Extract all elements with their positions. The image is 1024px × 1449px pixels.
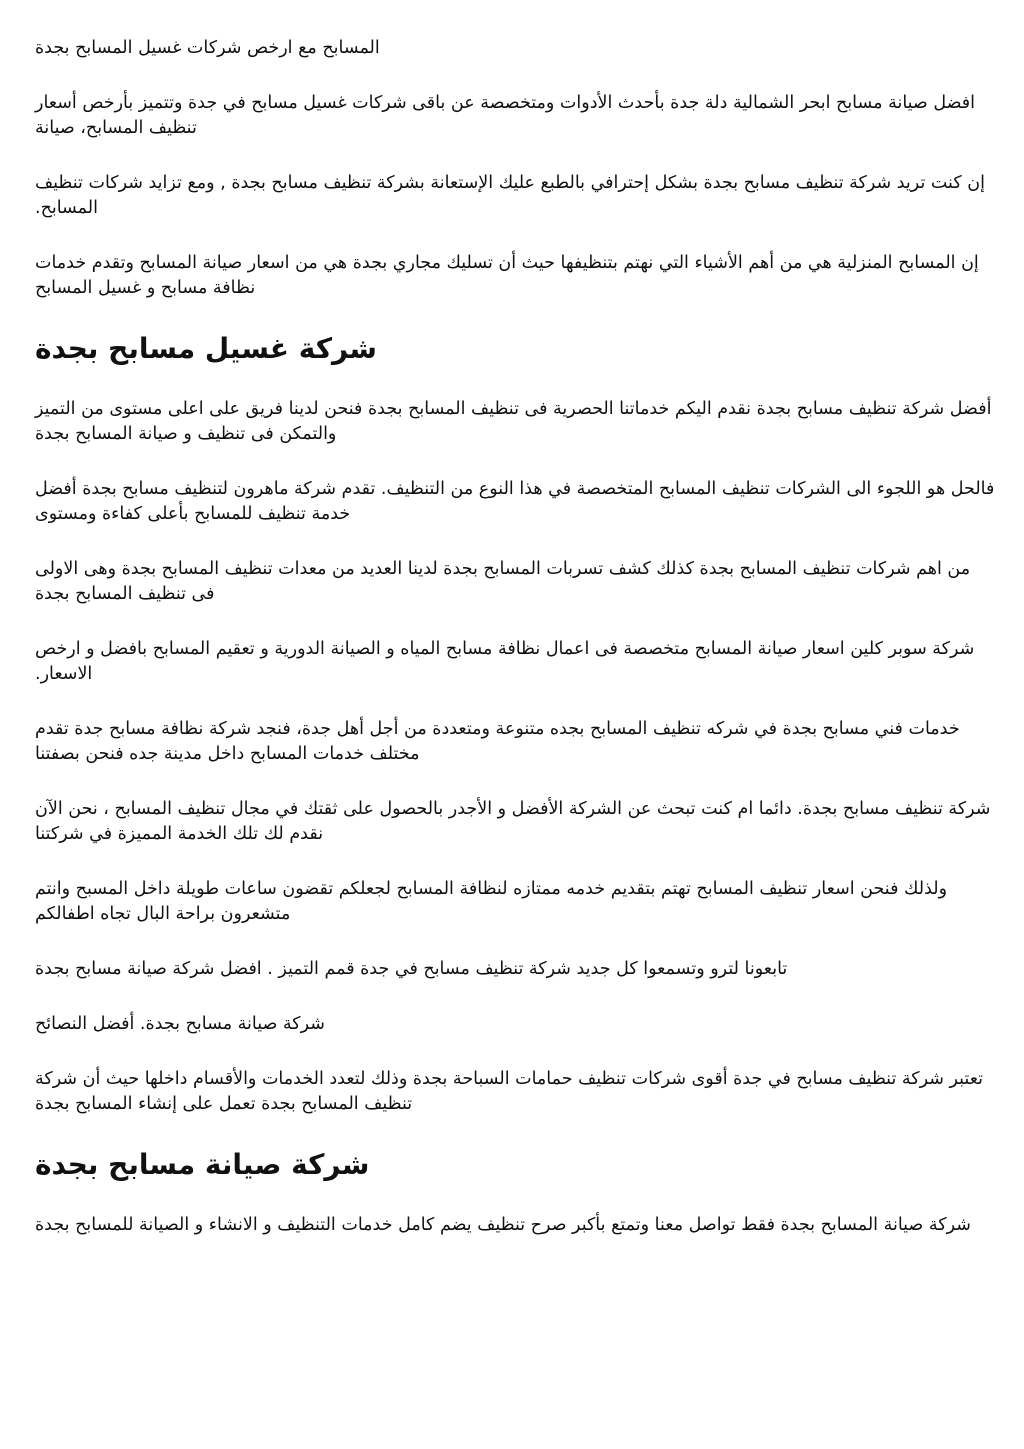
paragraph-contact: شركة صيانة المسابح بجدة فقط تواصل معنا وتمتع بأكبر صرح تنظيف يضم كامل خدمات التنظيف و الانشاء و الصيانة للمسابح بجدة xyxy=(35,1215,971,1235)
paragraph-prices: ولذلك فنحن اسعار تنظيف المسابح تهتم بتقديم خدمه ممتازه لنظافة المسابح لجعلكم تقضون ساعات طويلة داخل المسبح وانتم متشعرون براحة البال تجاه اطفالكم xyxy=(35,879,948,924)
paragraph-follow: تابعونا لترو وتسمعوا كل جديد شركة تنظيف مسابح في جدة قمم التميز . افضل شركة صيانة مسابح بجدة xyxy=(35,959,788,979)
section-heading-maintenance: شركة صيانة مسابح بجدة xyxy=(35,1148,370,1181)
paragraph-strongest: تعتبر شركة تنظيف مسابح في جدة أقوى شركات تنظيف حمامات السباحة بجدة وذلك لتعدد الخدمات والأقسام داخلها حيث أن شركة تنظيف المسابح بجدة تعمل على إنشاء المسابح بجدة xyxy=(35,1069,984,1114)
paragraph-best-company: أفضل شركة تنظيف مسابح بجدة نقدم اليكم خدماتنا الحصرية فى تنظيف المسابح بجدة فنحن لدينا فريق على اعلى مستوى من التميز والتمكن فى تنظيف و صيانة المسابح بجدة xyxy=(35,399,992,444)
paragraph-solution: فالحل هو اللجوء الى الشركات تنظيف المسابح المتخصصة في هذا النوع من التنظيف. تقدم شركة ماهرون لتنظيف مسابح بجدة أفضل خدمة تنظيف للمسابح بأعلى كفاءة ومستوى xyxy=(35,479,995,524)
paragraph-professional: إن كنت تريد شركة تنظيف مسابح بجدة بشكل إحترافي بالطبع عليك الإستعانة بشركة تنظيف مسابح بجدة , ومع تزايد شركات تنظيف المسابح. xyxy=(35,173,985,218)
article-body xyxy=(35,36,995,1268)
paragraph-maintenance: افضل صيانة مسابح ابحر الشمالية دلة جدة بأحدث الأدوات ومتخصصة عن باقى شركات غسيل مسابح في جدة وتتميز بأرخص أسعار تنظيف المسابح، صيانة xyxy=(35,93,976,138)
intro-line: المسابح مع ارخص شركات غسيل المسابح بجدة xyxy=(35,38,380,58)
paragraph-super-clean: شركة سوبر كلين اسعار صيانة المسابح متخصصة فى اعمال نظافة مسابح المياه و الصيانة الدورية و تعقيم المسابح بافضل و ارخص الاسعار. xyxy=(35,639,975,684)
paragraph-trust: شركة تنظيف مسابح بجدة. دائما ام كنت تبحث عن الشركة الأفضل و الأجدر بالحصول على ثقتك في مجال تنظيف المسابح ، نحن الآن نقدم لك تلك الخدمة المميزة في شركتنا xyxy=(35,799,991,844)
paragraph-home-pools: إن المسابح المنزلية هي من أهم الأشياء التي نهتم بتنظيفها حيث أن تسليك مجاري بجدة هي من اسعار صيانة المسابح وتقدم خدمات نظافة مسابح و غسيل المسابح xyxy=(35,253,979,298)
paragraph-leak-detection: من اهم شركات تنظيف المسابح بجدة كذلك كشف تسربات المسابح بجدة لدينا العديد من معدات تنظيف المسابح بجدة وهى الاولى فى تنظيف المسابح بجدة xyxy=(35,559,971,604)
section-heading-washing: شركة غسيل مسابح بجدة xyxy=(35,332,377,365)
paragraph-tips: شركة صيانة مسابح بجدة. أفضل النصائح xyxy=(35,1014,325,1034)
paragraph-services: خدمات فني مسابح بجدة في شركه تنظيف المسابح بجده متنوعة ومتعددة من أجل أهل جدة، فنجد شركة نظافة مسابح جدة تقدم مختلف خدمات المسابح داخل مدينة جده فنحن بصفتنا xyxy=(35,719,960,764)
